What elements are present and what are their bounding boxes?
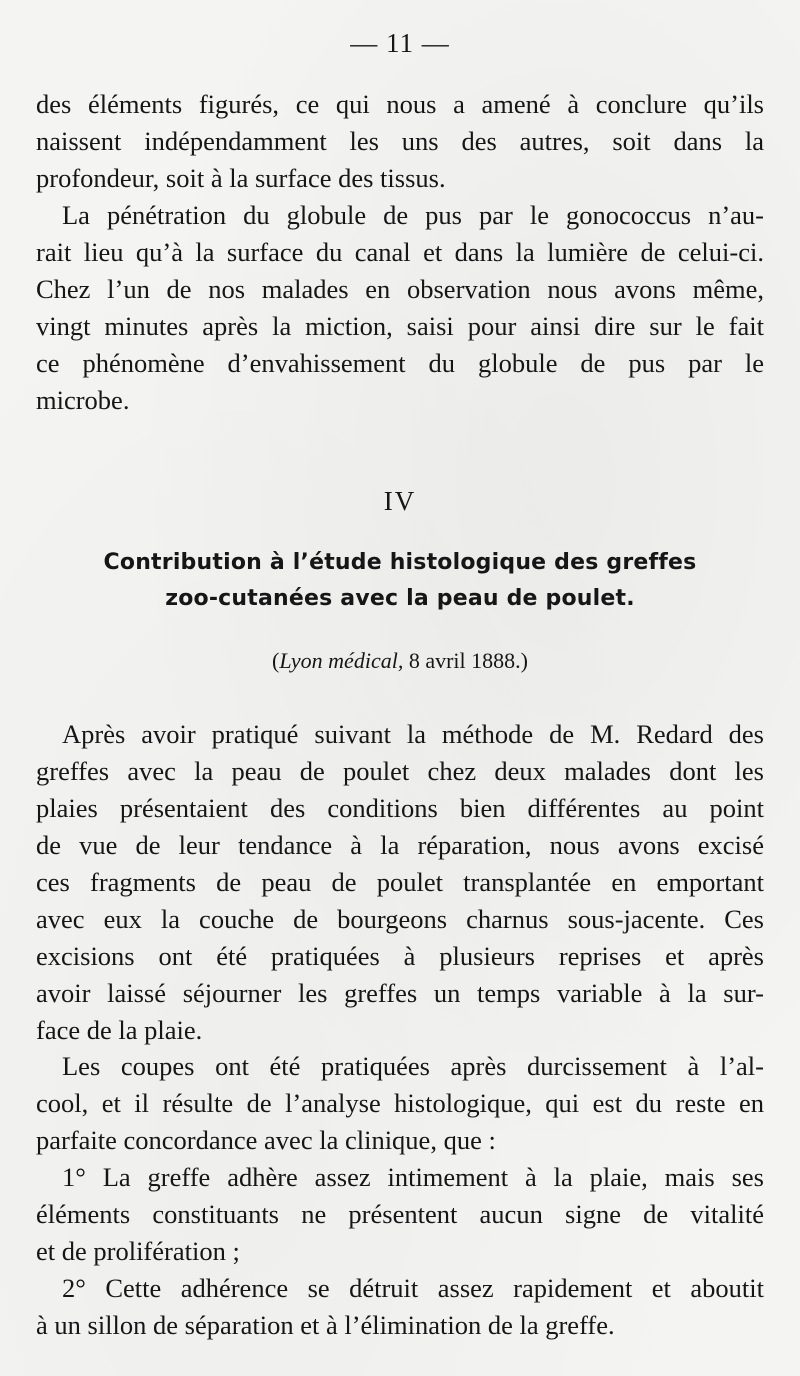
- text-line: profondeur, soit à la surface des tissus.: [36, 163, 446, 193]
- text-line: La pénétration du globule de pus par le gonococcus n’au-: [62, 200, 764, 230]
- text-line: plaies présentaient des conditions bien différentes au point: [36, 793, 764, 823]
- text-line: vingt minutes après la miction, saisi pour ainsi dire sur le fait: [36, 311, 764, 341]
- text-line: 2° Cette adhérence se détruit assez rapidement et aboutit: [62, 1273, 764, 1303]
- text-line: excisions ont été pratiquées à plusieurs reprises et après: [36, 941, 764, 971]
- source-citation: [0, 648, 800, 674]
- source-date: 8 avril 1888.): [403, 648, 528, 673]
- text-line: de vue de leur tendance à la réparation, nous avons excisé: [36, 830, 764, 860]
- text-line: avoir laissé séjourner les greffes un temps variable à la sur-: [36, 978, 764, 1008]
- text-line: avec eux la couche de bourgeons charnus sous-jacente. Ces: [36, 904, 764, 934]
- text-line: Les coupes ont été pratiquées après durcissement à l’al-: [62, 1051, 764, 1081]
- text-line: rait lieu qu’à la surface du canal et dans la lumière de celui-ci.: [36, 237, 764, 267]
- body-paragraph-1: [36, 716, 764, 1049]
- body-paragraph-2: [36, 1048, 764, 1159]
- text-line: parfaite concordance avec la clinique, que :: [36, 1125, 496, 1155]
- text-line: face de la plaie.: [36, 1015, 203, 1045]
- intro-paragraph-2: [36, 197, 764, 419]
- text-line: Après avoir pratiqué suivant la méthode de M. Redard des: [62, 719, 764, 749]
- text-line: Chez l’un de nos malades en observation nous avons même,: [36, 274, 764, 304]
- text-line: naissent indépendamment les uns des autres, soit dans la: [36, 126, 764, 156]
- text-line: ces fragments de peau de poulet transplantée en emportant: [36, 867, 764, 897]
- text-line: microbe.: [36, 385, 130, 415]
- section-number: IV: [383, 486, 417, 516]
- source-publication: Lyon médical,: [279, 648, 404, 673]
- text-line: ce phénomène d’envahissement du globule de pus par le: [36, 348, 764, 378]
- intro-paragraph-1: [36, 86, 764, 197]
- text-line: cool, et il résulte de l’analyse histologique, qui est du reste en: [36, 1088, 764, 1118]
- body-paragraph-3: [36, 1159, 764, 1270]
- text-line: 1° La greffe adhère assez intimement à la plaie, mais ses: [62, 1162, 764, 1192]
- text-line: éléments constituants ne présentent aucun signe de vitalité: [36, 1199, 764, 1229]
- text-line: des éléments figurés, ce qui nous a amené à conclure qu’ils: [36, 89, 764, 119]
- text-line: et de prolifération ;: [36, 1236, 240, 1266]
- page-number: — 11 —: [350, 28, 450, 58]
- body-paragraph-4: [36, 1270, 764, 1344]
- text-line: greffes avec la peau de poulet chez deux malades dont les: [36, 756, 764, 786]
- text-line: à un sillon de séparation et à l’élimination de la greffe.: [36, 1310, 615, 1340]
- section-title-line-1: Contribution à l’étude histologique des greffes: [103, 550, 697, 575]
- section-title-line-2: zoo-cutanées avec la peau de poulet.: [165, 586, 635, 611]
- source-open-paren: (: [272, 648, 280, 673]
